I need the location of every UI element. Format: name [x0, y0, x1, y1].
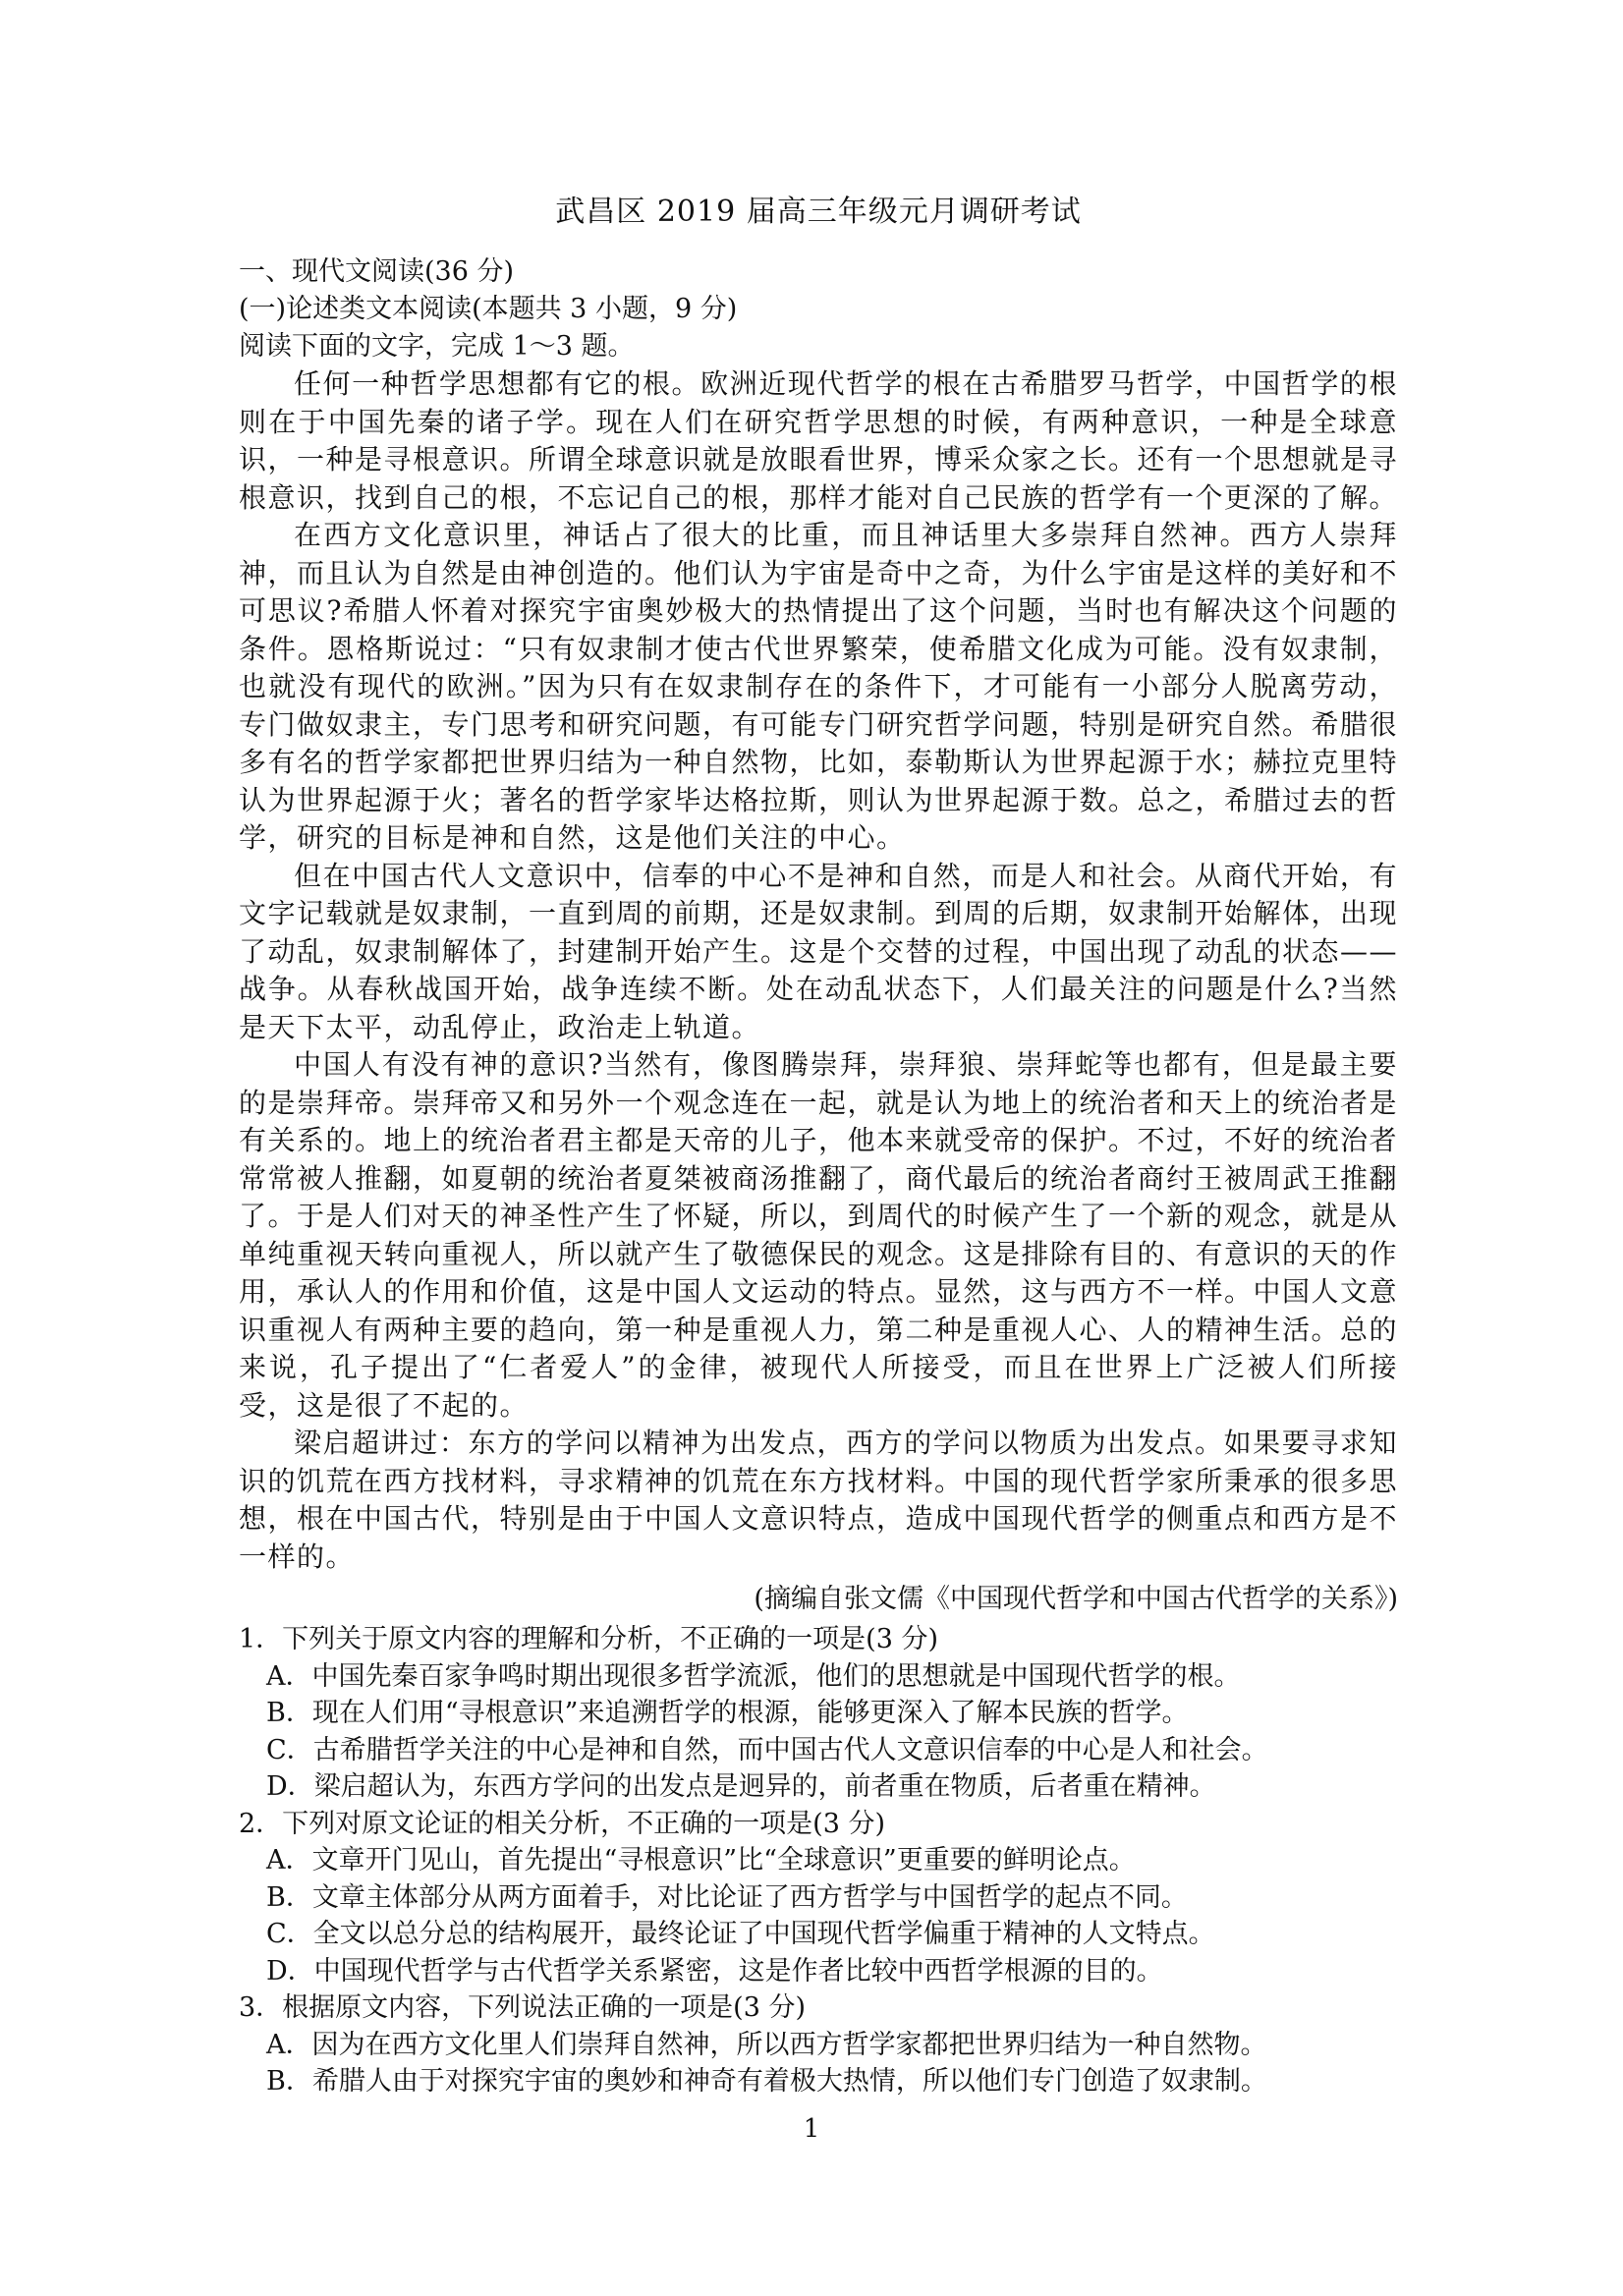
passage-paragraph: 任何一种哲学思想都有它的根。欧洲近现代哲学的根在古希腊罗马哲学，中国哲学的根则在于中国先秦的诸子学。现在人们在研究哲学思想的时候，有两种意识，一种是全球意识，一种是寻根意识。所谓全球意识就是放眼看世界，博采众家之长。还有一个思想就是寻根意识，找到自己的根，不忘记自己的根，那样才能对自己民族的哲学有一个更深的了解。	[239, 367, 1399, 514]
question-option: A．文章开门见山，首先提出“寻根意识”比“全球意识”更重要的鲜明论点。	[266, 1845, 1136, 1876]
subsection-heading: (一)论述类文本阅读(本题共 3 小题，9 分)	[239, 294, 738, 324]
question-option: B．希腊人由于对探究宇宙的奥妙和神奇有着极大热情，所以他们专门创造了奴隶制。	[266, 2066, 1267, 2097]
question-stem: 2．下列对原文论证的相关分析，不正确的一项是(3 分)	[239, 1808, 886, 1839]
page-number: 1	[803, 2114, 820, 2144]
question-option: B．现在人们用“寻根意识”来追溯哲学的根源，能够更深入了解本民族的哲学。	[266, 1698, 1189, 1728]
question-1	[239, 1621, 1398, 1806]
question-option: A．因为在西方文化里人们崇拜自然神，所以西方哲学家都把世界归结为一种自然物。	[266, 2029, 1267, 2060]
question-2	[239, 1806, 1398, 1990]
question-option: C．全文以总分总的结构展开，最终论证了中国现代哲学偏重于精神的人文特点。	[266, 1919, 1215, 1949]
question-3	[239, 1989, 1398, 2100]
passage-paragraph: 在西方文化意识里，神话占了很大的比重，而且神话里大多崇拜自然神。西方人崇拜神，而且认为自然是由神创造的。他们认为宇宙是奇中之奇，为什么宇宙是这样的美好和不可思议?希腊人怀着对探究宇宙奥妙极大的热情提出了这个问题，当时也有解决这个问题的条件。恩格斯说过：“只有奴隶制才使古代世界繁荣，使希腊文化成为可能。没有奴隶制，也就没有现代的欧洲。”因为只有在奴隶制存在的条件下，才可能有一小部分人脱离劳动，专门做奴隶主，专门思考和研究问题，有可能专门研究哲学问题，特别是研究自然。希腊很多有名的哲学家都把世界归结为一种自然物，比如，泰勒斯认为世界起源于水；赫拉克里特认为世界起源于火；著名的哲学家毕达格拉斯，则认为世界起源于数。总之，希腊过去的哲学，研究的目标是神和自然，这是他们关注的中心。	[239, 519, 1399, 854]
question-option: C．古希腊哲学关注的中心是神和自然，而中国古代人文意识信奉的中心是人和社会。	[266, 1734, 1268, 1765]
passage	[239, 365, 1398, 1576]
question-option: B．文章主体部分从两方面着手，对比论证了西方哲学与中国哲学的起点不同。	[266, 1881, 1188, 1913]
passage-paragraph: 中国人有没有神的意识?当然有，像图腾崇拜，崇拜狼、崇拜蛇等也都有，但是最主要的是崇拜帝。崇拜帝又和另外一个观念连在一起，就是认为地上的统治者和天上的统治者是有关系的。地上的统治者君主都是天帝的儿子，他本来就受帝的保护。不过，不好的统治者常常被人推翻，如夏朝的统治者夏桀被商汤推翻了，商代最后的统治者商纣王被周武王推翻了。于是人们对天的神圣性产生了怀疑，所以，到周代的时候产生了一个新的观念，就是从单纯重视天转向重视人，所以就产生了敬德保民的观念。这是排除有目的、有意识的天的作用，承认人的作用和价值，这是中国人文运动的特点。显然，这与西方不一样。中国人文意识重视人有两种主要的趋向，第一种是重视人力，第二种是重视人心、人的精神生活。总的来说，孔子提出了“仁者爱人”的金律，被现代人所接受，而且在世界上广泛被人们所接受，这是很了不起的。	[239, 1048, 1399, 1422]
passage-paragraph: 但在中国古代人文意识中，信奉的中心不是神和自然，而是人和社会。从商代开始，有文字记载就是奴隶制，一直到周的前期，还是奴隶制。到周的后期，奴隶制开始解体，出现了动乱，奴隶制解体了，封建制开始产生。这是个交替的过程，中国出现了动乱的状态——战争。从春秋战国开始，战争连续不断。处在动乱状态下，人们最关注的问题是什么?当然是天下太平，动乱停止，政治走上轨道。	[239, 859, 1399, 1043]
exam-title: 武昌区 2019 届高三年级元月调研考试	[555, 195, 1082, 229]
question-option: A．中国先秦百家争鸣时期出现很多哲学流派，他们的思想就是中国现代哲学的根。	[266, 1660, 1241, 1692]
question-stem: 1．下列关于原文内容的理解和分析，不正确的一项是(3 分)	[239, 1624, 939, 1654]
section-heading: 一、现代文阅读(36 分)	[239, 256, 515, 287]
question-stem: 3．根据原文内容，下列说法正确的一项是(3 分)	[239, 1992, 807, 2023]
reading-instruction: 阅读下面的文字，完成 1～3 题。	[239, 331, 635, 362]
page-content	[239, 193, 1398, 2100]
passage-source: (摘编自张文儒《中国现代哲学和中国古代哲学的关系》)	[754, 1584, 1398, 1614]
passage-paragraph: 梁启超讲过：东方的学问以精神为出发点，西方的学问以物质为出发点。如果要寻求知识的饥荒在西方找材料，寻求精神的饥荒在东方找材料。中国的现代哲学家所秉承的很多思想，根在中国古代，特别是由于中国人文意识特点，造成中国现代哲学的侧重点和西方是不一样的。	[239, 1427, 1399, 1573]
question-option: D．中国现代哲学与古代哲学关系紧密，这是作者比较中西哲学根源的目的。	[266, 1955, 1163, 1987]
question-option: D．梁启超认为，东西方学问的出发点是迥异的，前者重在物质，后者重在精神。	[266, 1771, 1216, 1802]
